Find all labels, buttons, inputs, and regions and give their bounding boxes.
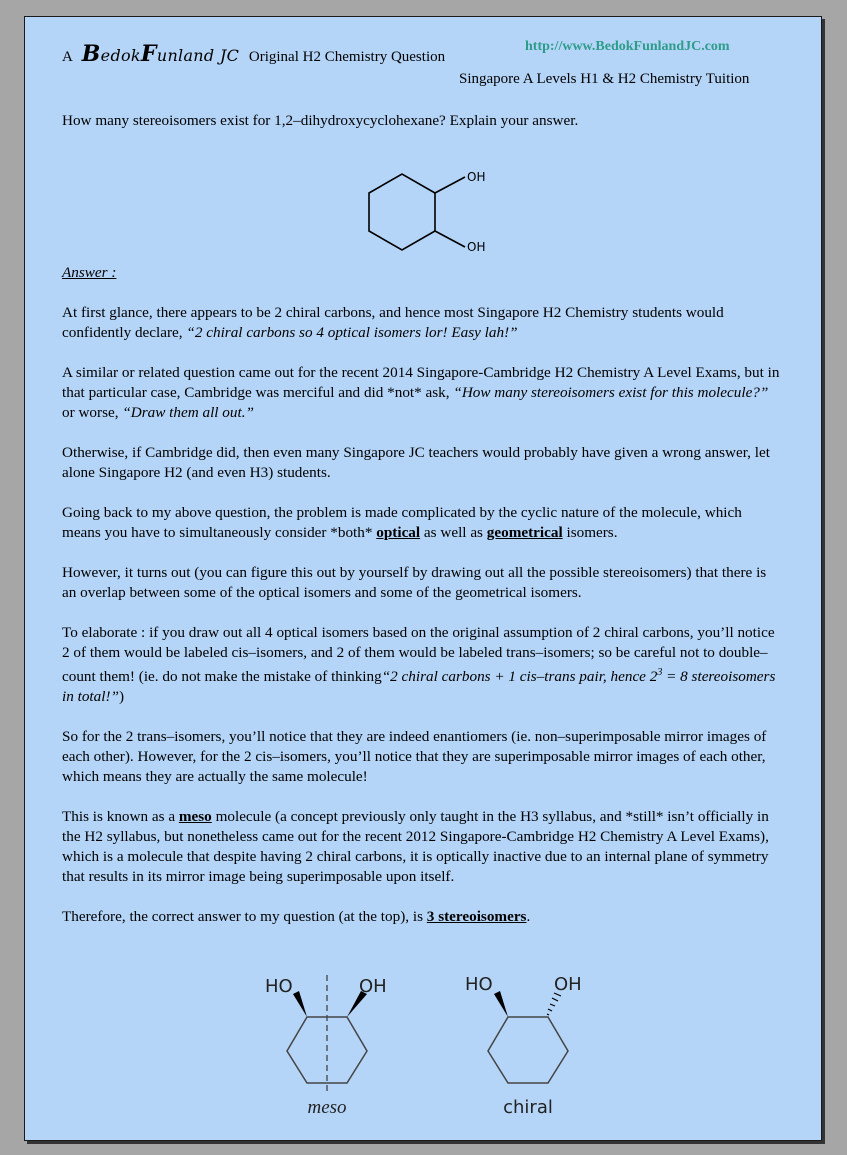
header-subtitle: Singapore A Levels H1 & H2 Chemistry Tuition (459, 71, 750, 87)
chiral-structure (465, 974, 582, 1118)
header-prefix: A (62, 49, 73, 65)
geometrical-term: geometrical (486, 524, 563, 541)
meso-structure (265, 975, 387, 1118)
paragraph-8: This is known as a meso molecule (a concept previously only taught in the H3 syllabus, and *still* isn’t officially in the H2 syllabus, but nonetheless came out for the recent 2012 Singapore-Cambridge H2 Chemistry A Level Exams), which is a molecule that despite having 2 chiral carbons, it is optically inactive due to an internal plane of symmetry that results in its mirror image being superimposable upon itself. (62, 808, 769, 886)
paragraph-4: Going back to my above question, the problem is made complicated by the cyclic nature of the molecule, which means you have to simultaneously consider *both* optical as well as geometrical isomers. (62, 504, 742, 541)
document-page (24, 16, 822, 1141)
cyclohexanediol-structure (352, 131, 486, 259)
paragraph-9: Therefore, the correct answer to my question (at the top), is 3 stereoisomers. (62, 908, 531, 926)
header-url-link[interactable]: http://www.BedokFunlandJC.com (525, 39, 730, 54)
paragraph-2: A similar or related question came out for the recent 2014 Singapore-Cambridge H2 Chemistry A Level Exams, but in that particular case, Cambridge was merciful and did *not* ask, “How many stereoisomers exist for this molecule?” or worse, “Draw them all out.” (62, 364, 780, 421)
question-text: How many stereoisomers exist for 1,2–dihydroxycyclohexane? Explain your answer. (62, 112, 579, 129)
oh-label-top: OH (467, 170, 486, 184)
brand-logo-text: BedokFunland JC (81, 41, 240, 67)
oh-label-bottom: OH (467, 240, 486, 254)
meso-ho-label: HO (265, 976, 293, 997)
meso-caption: meso (307, 1097, 347, 1118)
document-body (62, 111, 782, 927)
final-answer: 3 stereoisomers (426, 908, 527, 926)
chiral-ho-label: HO (465, 974, 493, 995)
chiral-oh-label: OH (554, 974, 582, 995)
paragraph-6: To elaborate : if you draw out all 4 optical isomers based on the original assumption of 2 chiral carbons, you’ll notice 2 of them would be labeled cis–isomers, and 2 of them would be labeled trans–isomers; so be careful not to double–count them! (ie. do not make the mistake of thinking“2 chiral carbons + 1 cis–trans pair, hence $2^3 = 8$ stereoisomers in total!”) (62, 624, 776, 706)
answer-label: Answer : (62, 264, 117, 281)
meso-oh-label: OH (359, 976, 387, 997)
stereoisomer-structures (255, 967, 595, 1117)
paragraph-7: So for the 2 trans–isomers, you’ll notice that they are indeed enantiomers (ie. non–superimposable mirror images of each other). However, for the 2 cis–isomers, you’ll notice that they are superimposable mirror images of each other, which means they are actually the same molecule! (62, 728, 767, 786)
question-structure (62, 131, 782, 263)
meso-term: meso (178, 808, 212, 826)
paragraph-1: At first glance, there appears to be 2 chiral carbons, and hence most Singapore H2 Chemistry students would confidently declare, “2 chiral carbons so 4 optical isomers lor! Easy lah!” (62, 304, 724, 341)
paragraph-3: Otherwise, if Cambridge did, then even many Singapore JC teachers would probably have given a wrong answer, let alone Singapore H2 (and even H3) students. (62, 444, 770, 481)
header-title (62, 41, 445, 67)
paragraph-5: However, it turns out (you can figure this out by yourself by drawing out all the possible stereoisomers) that there is an overlap between some of the optical isomers and some of the geometrical isomers. (62, 564, 767, 601)
optical-term: optical (376, 524, 421, 541)
chiral-caption: chiral (503, 1097, 553, 1118)
header-title-rest: Original H2 Chemistry Question (248, 49, 446, 65)
